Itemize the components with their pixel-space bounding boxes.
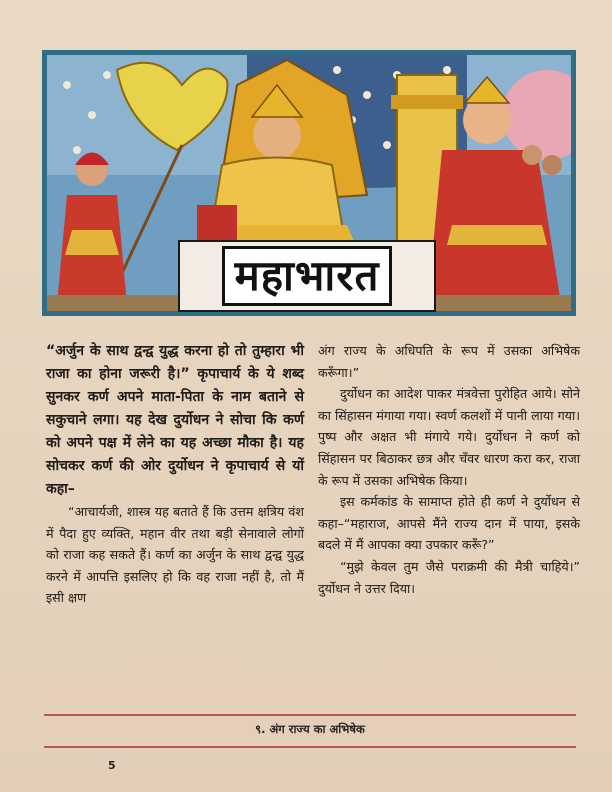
paragraph: अंग राज्य के अधिपति के रूप में उसका अभिषेक करूँगा।”	[318, 343, 580, 380]
footer-rule-bottom	[44, 746, 576, 748]
left-column	[46, 340, 304, 609]
paragraph: “आचार्यजी, शास्त्र यह बताते हैं कि उत्तम क्षत्रिय वंश में पैदा हुए व्यक्ति, महान वीर तथा बड़ी सेनावाले लोगों को राजा कह सकते हैं। कर्ण का अर्जुन के साथ द्वन्द्व युद्ध करने में आपत्ति इसलिए हो कि वह राजा नहीं है, तो मैं इसी क्षण	[46, 504, 304, 606]
right-column	[318, 340, 580, 599]
title-box	[178, 240, 436, 312]
page-title: महाभारत	[222, 246, 393, 306]
paragraph: “अर्जुन के साथ द्वन्द्व युद्ध करना हो तो तुम्हारा भी राजा का होना जरूरी है।” कृपाचार्य के ये शब्द सुनकर कर्ण अपने माता-पिता के नाम बताने से सकुचाने लगा। यह देख दुर्योधन ने सोचा कि कर्ण को अपने पक्ष में लेने का यह अच्छा मौका है। यह सोचकर कर्ण की ओर दुर्योधन ने कृपाचार्य से यों कहा–	[46, 343, 304, 497]
chapter-title: ९. अंग राज्य का अभिषेक	[255, 722, 365, 736]
paragraph: इस कर्मकांड के सामाप्त होते ही कर्ण ने दुर्योधन से कहा–“महाराज, आपसे मैंने राज्य दान में पाया, इसके बदले में मैं आपका क्या उपकार करूँ?”	[318, 494, 580, 553]
paragraph: “मुझे केवल तुम जैसे पराक्रमी की मैत्री चाहिये।” दुर्योधन ने उत्तर दिया।	[318, 558, 580, 596]
footer-rule-top	[44, 714, 576, 716]
page-number: 5	[108, 759, 116, 772]
paragraph: दुर्योधन का आदेश पाकर मंत्रवेत्ता पुरोहित आये। सोने का सिंहासन मंगाया गया। स्वर्ण कलशों में पानी लाया गया। पुष्प और अक्षत भी मंगाये गये। दुर्योधन ने कर्ण को सिंहासन पर बिठाकर छत्र और चँवर धारण करा कर, राजा के रूप में उसका अभिषेक किया।	[318, 386, 580, 488]
